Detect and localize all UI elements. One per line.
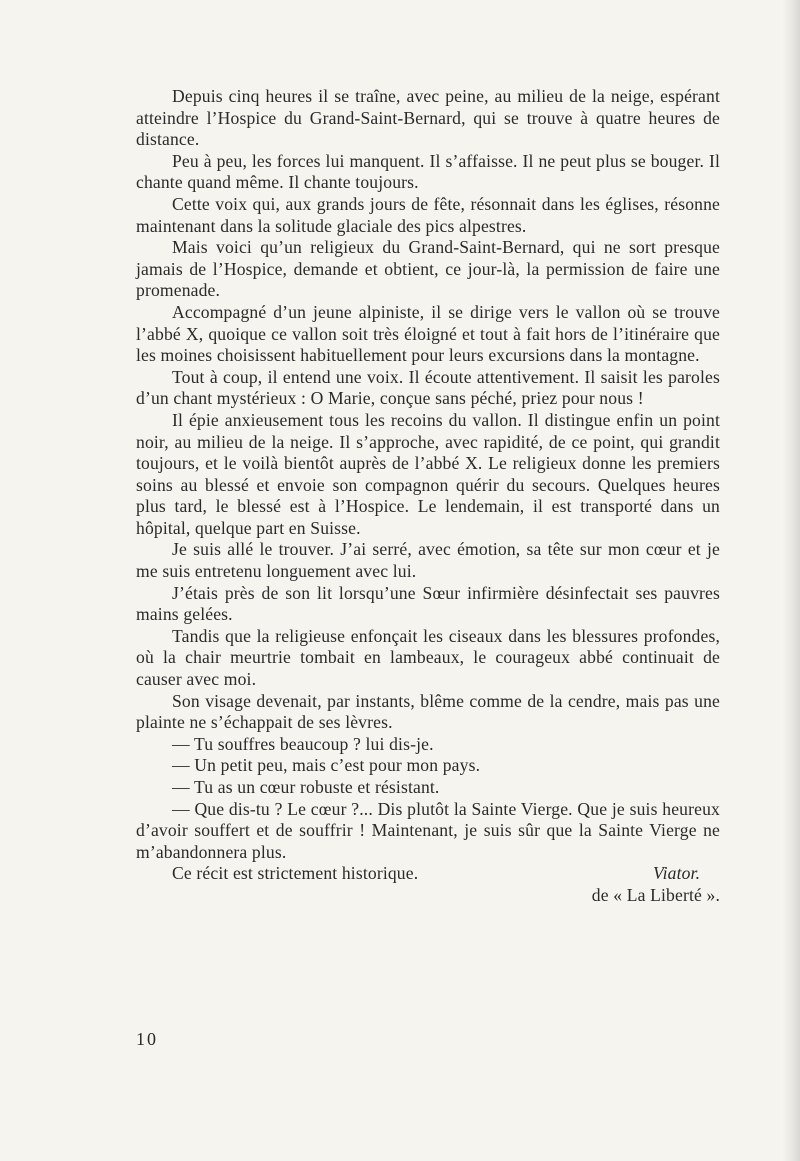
dialogue-line: — Tu as un cœur robuste et résistant. <box>172 777 440 797</box>
paragraph: Cette voix qui, aux grands jours de fête, résonnait dans les églises, résonne maintenant dans la solitude glaciale des pics alpestres. <box>136 193 720 236</box>
dialogue-line: — Tu souffres beaucoup ? lui dis-je. <box>172 733 434 754</box>
paragraph: Son visage devenait, par instants, blême comme de la cendre, mais pas une plainte ne s’échappait de ses lèvres. <box>136 690 720 733</box>
paragraph: Tandis que la religieuse enfonçait les ciseaux dans les blessures profondes, où la chair meurtrie tombait en lambeaux, le courageux abbé continuait de causer avec moi. <box>136 625 720 690</box>
dialogue-line: — Un petit peu, mais c’est pour mon pays. <box>172 755 481 776</box>
dialogue-line: — Que dis-tu ? Le cœur ?... Dis plutôt la Sainte Vierge. Que je suis heureux d’avoir souffert et de souffrir ! Maintenant, je suis sûr que la Sainte Vierge ne m’abandonnera plus. <box>136 798 720 862</box>
source-attribution: de « La Liberté ». <box>591 884 720 905</box>
closing-statement: Ce récit est strictement historique. <box>172 863 419 884</box>
paragraph: Peu à peu, les forces lui manquent. Il s’affaisse. Il ne peut plus se bouger. Il chante quand même. Il chante toujours. <box>136 150 720 193</box>
page-number: 10 <box>136 1029 158 1049</box>
paragraph: J’étais près de son lit lorsqu’une Sœur infirmière désinfectait ses pauvres mains gelées. <box>136 582 720 625</box>
article-body <box>136 86 720 907</box>
paragraph: Je suis allé le trouver. J’ai serré, avec émotion, sa tête sur mon cœur et je me suis entretenu longuement avec lui. <box>136 539 720 582</box>
paragraph: Depuis cinq heures il se traîne, avec peine, au milieu de la neige, espérant atteindre l’Hospice du Grand-Saint-Bernard, qui se trouve à quatre heures de distance. <box>136 86 720 150</box>
paragraph: Il épie anxieusement tous les recoins du vallon. Il distingue enfin un point noir, au milieu de la neige. Il s’approche, avec rapidité, de ce point, qui grandit toujours, et le voilà bientôt auprès de l’abbé X. Le religieux donne les premiers soins au blessé et envoie son compagnon quérir du secours. Quelques heures plus tard, le blessé est à l’Hospice. Le lendemain, il est transporté dans un hôpital, quelque part en Suisse. <box>136 409 720 538</box>
paragraph: Accompagné d’un jeune alpiniste, il se dirige vers le vallon où se trouve l’abbé X, quoique ce vallon soit très éloigné et tout à fait hors de l’itinéraire que les moines choisissent habituellement pour leurs excursions dans la montagne. <box>136 301 720 366</box>
paragraph: Mais voici qu’un religieux du Grand-Saint-Bernard, qui ne sort presque jamais de l’Hospice, demande et obtient, ce jour-là, la permission de faire une promenade. <box>136 237 720 301</box>
author-signature: Viator. <box>653 863 701 884</box>
page-edge-shadow <box>782 0 800 1161</box>
closing-line <box>136 863 720 885</box>
paragraph: Tout à coup, il entend une voix. Il écoute attentivement. Il saisit les paroles d’un chant mystérieux : O Marie, conçue sans péché, priez pour nous ! <box>136 366 720 409</box>
